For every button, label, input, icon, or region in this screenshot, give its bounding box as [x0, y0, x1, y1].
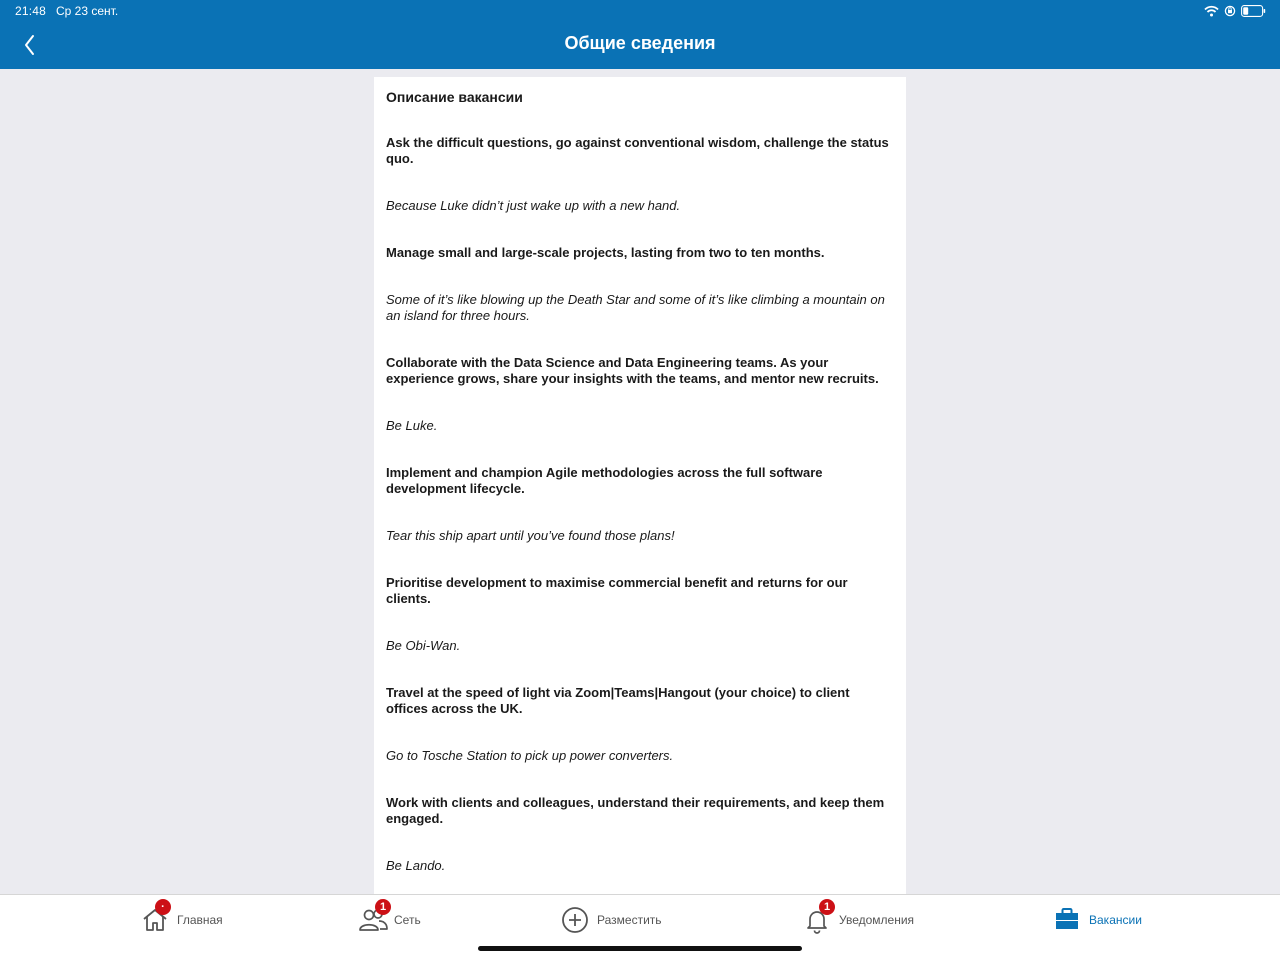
tab-post[interactable]: [561, 905, 662, 935]
tab-home[interactable]: [141, 901, 223, 935]
description-paragraph: Because Luke didn’t just wake up with a new hand.: [386, 198, 681, 213]
home-badge: ·: [155, 899, 171, 915]
home-indicator: [478, 946, 802, 951]
description-paragraph: Go to Tosche Station to pick up power converters.: [386, 748, 674, 763]
battery-icon: [1241, 5, 1266, 17]
tab-post-label: Разместить: [597, 913, 662, 927]
tab-notifications[interactable]: [803, 901, 915, 935]
description-paragraph: Manage small and large-scale projects, lasting from two to ten months.: [386, 245, 825, 260]
description-paragraph: Collaborate with the Data Science and Data Engineering teams. As your experience grows, share your insights with the teams, and mentor new recruits.: [386, 355, 879, 386]
tab-jobs-label: Вакансии: [1089, 913, 1142, 927]
job-description-card: [374, 77, 906, 894]
status-icons: [1204, 4, 1266, 18]
description-paragraph: Be Lando.: [386, 858, 446, 873]
description-paragraph: Implement and champion Agile methodologies across the full software development lifecycle.: [386, 465, 823, 496]
tab-home-label: Главная: [177, 913, 223, 927]
description-paragraph: Some of it’s like blowing up the Death Star and some of it’s like climbing a mountain on an island for three hours.: [386, 292, 885, 323]
home-icon[interactable]: [141, 901, 169, 934]
description-paragraph: Be Luke.: [386, 418, 438, 433]
description-paragraph: Tear this ship apart until you’ve found those plans!: [386, 528, 675, 543]
wifi-icon: [1204, 5, 1219, 17]
description-paragraph: Be Obi-Wan.: [386, 638, 461, 653]
status-date: Ср 23 сент.: [56, 4, 119, 18]
bell-icon[interactable]: [803, 901, 831, 934]
tab-network-label: Сеть: [394, 913, 421, 927]
tab-notifications-label: Уведомления: [839, 913, 915, 927]
section-title: Описание вакансии: [386, 89, 523, 105]
top-bar: [0, 0, 1280, 69]
status-time: 21:48: [15, 4, 47, 18]
plus-circle-icon[interactable]: [561, 906, 589, 934]
orientation-lock-icon: [1224, 5, 1236, 17]
tab-jobs[interactable]: [1053, 905, 1142, 935]
people-icon[interactable]: [358, 901, 387, 934]
page-title: Общие сведения: [564, 33, 716, 53]
notifications-badge: 1: [819, 899, 835, 915]
description-paragraph: Ask the difficult questions, go against conventional wisdom, challenge the status quo.: [386, 135, 889, 166]
network-badge: 1: [375, 899, 391, 915]
description-paragraph: Work with clients and colleagues, understand their requirements, and keep them engaged.: [386, 795, 885, 826]
description-paragraph: Travel at the speed of light via Zoom|Teams|Hangout (your choice) to client offices across the UK.: [386, 685, 850, 716]
briefcase-icon[interactable]: [1053, 906, 1081, 934]
tab-network[interactable]: [358, 901, 421, 935]
description-paragraph: Prioritise development to maximise commercial benefit and returns for our clients.: [386, 575, 848, 606]
